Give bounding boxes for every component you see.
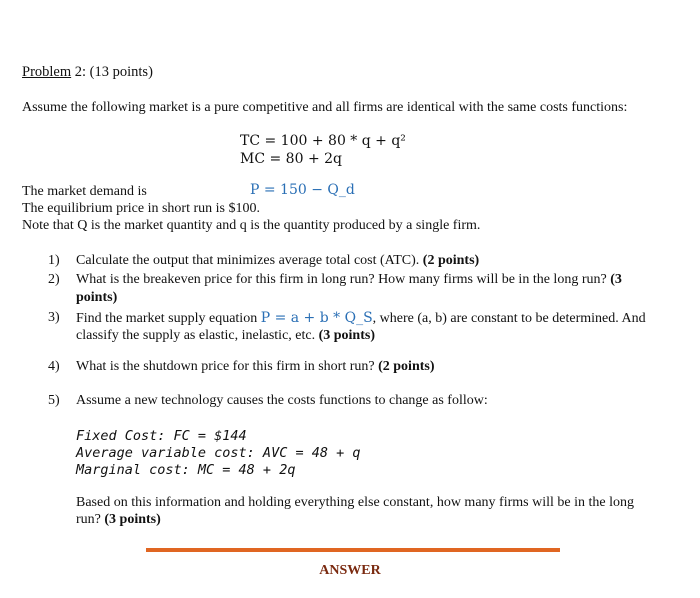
question-text-classify: classify the supply as elastic, inelastic, etc. (76, 328, 316, 343)
followup-text-line2 (76, 512, 161, 528)
question-text-main: What is the shutdown price for this firm in short run? (76, 359, 375, 374)
question-points: (3 points) (318, 328, 375, 343)
question-text (76, 359, 435, 375)
question-points-start: (3 (610, 272, 622, 287)
followup-text: Based on this information and holding everything else constant, how many firms will be in the long (76, 495, 634, 510)
followup-run: run? (76, 512, 101, 527)
equilibrium-text: The equilibrium price in short run is $100. (22, 201, 260, 216)
demand-label: The market demand is (22, 184, 147, 199)
intro-text: Assume the following market is a pure competitive and all firms are identical with the same costs functions: (22, 100, 628, 115)
question-points: (2 points) (378, 359, 435, 374)
question-text-cont: , where (a, b) are constant to be determined. And (372, 311, 646, 326)
problem-heading-underlined: Problem (22, 64, 72, 80)
question-text: Assume a new technology causes the costs functions to change as follow: (76, 393, 488, 408)
question-text (76, 272, 622, 288)
question-number: 2) (48, 272, 60, 287)
tc-equation: TC = 100 + 80 * q + q² (240, 133, 406, 149)
question-text (76, 310, 646, 327)
marginal-cost-line: Marginal cost: MC = 48 + 2q (76, 462, 296, 478)
question-number: 1) (48, 253, 60, 268)
fixed-cost-line: Fixed Cost: FC = $144 (76, 428, 247, 444)
question-points: (3 points) (104, 512, 161, 527)
question-points-end: points) (76, 290, 118, 305)
question-text-main: What is the breakeven price for this firm in long run? How many firms will be in the long run? (76, 272, 607, 287)
question-text-line2 (76, 328, 375, 344)
demand-equation: P = 150 − Q_d (250, 182, 355, 198)
answer-divider (146, 548, 560, 552)
note-text: Note that Q is the market quantity and q is the quantity produced by a single firm. (22, 218, 481, 233)
problem-heading-rest: 2: (13 points) (71, 64, 153, 80)
avc-line: Average variable cost: AVC = 48 + q (76, 445, 361, 461)
question-number: 3) (48, 310, 60, 325)
question-number: 5) (48, 393, 60, 408)
mc-equation: MC = 80 + 2q (240, 151, 342, 167)
question-text-main: Find the market supply equation (76, 311, 258, 326)
question-text (76, 253, 479, 269)
question-number: 4) (48, 359, 60, 374)
question-points: (2 points) (422, 253, 480, 268)
problem-heading (22, 64, 153, 81)
question-text-main: Calculate the output that minimizes average total cost (ATC). (76, 253, 420, 268)
supply-equation: P = a + b * Q_S (260, 310, 373, 326)
answer-heading: ANSWER (319, 563, 381, 578)
